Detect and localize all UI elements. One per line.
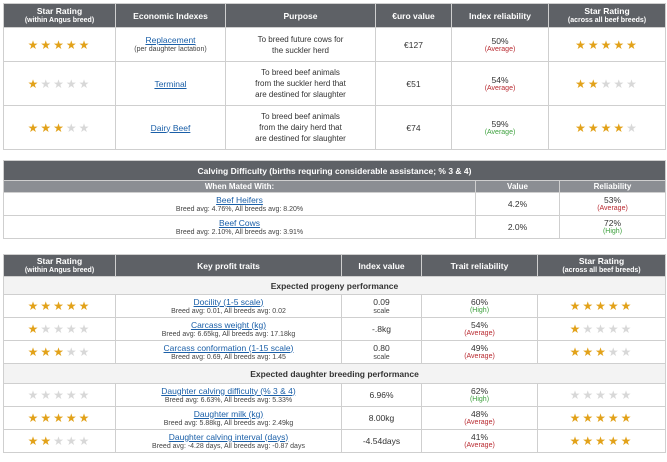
star-icon: ★ <box>78 299 92 313</box>
beef-heifers-link[interactable]: Beef Heifers <box>216 194 263 205</box>
star-icon: ★ <box>582 322 596 336</box>
daughter-calving-difficulty-link[interactable]: Daughter calving difficulty (% 3 & 4) <box>161 385 296 396</box>
economic-header-row <box>4 4 666 28</box>
star-rating <box>575 121 639 135</box>
star-icon: ★ <box>620 434 634 448</box>
star-icon: ★ <box>582 411 596 425</box>
daughter-milk-link[interactable]: Daughter milk (kg) <box>193 408 264 419</box>
star-icon: ★ <box>27 322 41 336</box>
star-icon: ★ <box>27 76 41 91</box>
star-icon: ★ <box>27 120 41 135</box>
trait-row-carcass-weight: ★★★★★ Carcass weight (kg) Breed avg: 6.65kg, All breeds avg: 17.18kg -.8kg 54% (Average) ★★★★★ <box>4 318 666 341</box>
star-icon: ★ <box>569 388 583 402</box>
star-icon: ★ <box>595 434 608 448</box>
star-icon: ★ <box>607 434 621 448</box>
star-icon: ★ <box>40 322 54 336</box>
star-icon: ★ <box>27 411 41 425</box>
economic-row-terminal: ★★★★★ Terminal To breed beef animals from the suckler herd that are destined for slaughter €51 54% (Average) ★★★★★ <box>4 62 666 106</box>
star-icon: ★ <box>607 388 621 402</box>
calving-row-beef-heifers: Beef Heifers Breed avg: 4.76%, All breeds avg: 8.20% 4.2% 53% (Average) <box>4 193 666 216</box>
star-icon: ★ <box>595 388 608 402</box>
star-icon: ★ <box>40 411 54 425</box>
star-rating <box>28 434 92 448</box>
star-icon: ★ <box>78 322 92 336</box>
star-rating <box>28 411 92 425</box>
star-icon: ★ <box>78 434 92 448</box>
star-icon: ★ <box>40 76 54 91</box>
star-icon: ★ <box>600 76 614 91</box>
traits-header-row <box>4 255 666 277</box>
daughter-section-row <box>4 364 666 384</box>
star-icon: ★ <box>620 299 634 313</box>
star-icon: ★ <box>53 37 66 52</box>
economic-row-replacement: ★★★★★ Replacement (per daughter lactation) To breed future cows for the suckler herd €127 50% (Average) ★★★★★ <box>4 28 666 62</box>
purpose-header: Purpose <box>226 4 376 28</box>
carcass-conformation-link[interactable]: Carcass conformation (1-15 scale) <box>163 342 294 353</box>
star-icon: ★ <box>78 120 92 135</box>
mated-with-header: When Mated With: <box>4 181 476 193</box>
star-rating <box>575 38 639 52</box>
star-icon: ★ <box>595 322 608 336</box>
star-icon: ★ <box>27 388 41 402</box>
star-icon: ★ <box>613 120 627 135</box>
calving-title-row <box>4 161 666 181</box>
star-rating-all-header: Star Rating (across all beef breeds) <box>549 4 666 28</box>
trait-row-daughter-calving-interval: ★★★★★ Daughter calving interval (days) Breed avg: -4.28 days, All breeds avg: -0.87 days -4.54days 41% (Average) ★★★★★ <box>4 430 666 453</box>
star-icon: ★ <box>65 322 79 336</box>
star-icon: ★ <box>626 37 639 52</box>
trait-row-daughter-milk: ★★★★★ Daughter milk (kg) Breed avg: 5.88kg, All breeds avg: 2.49kg 8.00kg 48% (Average) ★★★★★ <box>4 407 666 430</box>
replacement-link[interactable]: Replacement <box>145 35 196 45</box>
star-icon: ★ <box>65 120 79 135</box>
star-icon: ★ <box>582 388 596 402</box>
star-icon: ★ <box>595 411 608 425</box>
star-icon: ★ <box>620 388 634 402</box>
star-icon: ★ <box>53 120 66 135</box>
star-icon: ★ <box>587 76 601 91</box>
economic-indexes-table <box>3 3 666 150</box>
star-icon: ★ <box>65 411 79 425</box>
reliability-header: Reliability <box>560 181 666 193</box>
index-reliability-header: Index reliability <box>452 4 549 28</box>
star-icon: ★ <box>65 37 79 52</box>
euro-value: €127 <box>376 28 452 62</box>
progeny-section-title: Expected progeny performance <box>4 277 666 295</box>
trait-row-carcass-conformation: ★★★★★ Carcass conformation (1-15 scale) Breed avg: 0.69, All breeds avg: 1.45 0.80 scale 49% (Average) ★★★★★ <box>4 341 666 364</box>
star-rating <box>28 388 92 402</box>
star-icon: ★ <box>595 299 608 313</box>
daughter-section-title: Expected daughter breeding performance <box>4 364 666 384</box>
star-icon: ★ <box>65 76 79 91</box>
star-rating <box>28 322 92 336</box>
calving-difficulty-table <box>3 160 666 239</box>
star-icon: ★ <box>53 322 66 336</box>
terminal-link[interactable]: Terminal <box>154 78 187 89</box>
economic-row-dairy-beef: ★★★★★ Dairy Beef To breed beef animals from the dairy herd that are destined for slaughter €74 59% (Average) ★★★★★ <box>4 106 666 150</box>
star-icon: ★ <box>27 37 41 52</box>
euro-value-header: €uro value <box>376 4 452 28</box>
star-icon: ★ <box>620 345 634 359</box>
beef-cows-link[interactable]: Beef Cows <box>218 217 261 228</box>
star-rating <box>28 121 92 135</box>
star-rating <box>570 388 634 402</box>
daughter-calving-interval-link[interactable]: Daughter calving interval (days) <box>168 431 289 442</box>
star-icon: ★ <box>78 37 92 52</box>
star-icon: ★ <box>53 388 66 402</box>
star-icon: ★ <box>575 76 588 91</box>
trait-reliability-header: Trait reliability <box>422 255 538 277</box>
star-icon: ★ <box>53 299 66 313</box>
trait-row-docility: ★★★★★ Docility (1-5 scale) Breed avg: 0.01, All breeds avg: 0.02 0.09 scale 60% (High) ★★★★★ <box>4 295 666 318</box>
star-icon: ★ <box>613 37 627 52</box>
star-icon: ★ <box>587 120 601 135</box>
star-icon: ★ <box>40 120 54 135</box>
star-rating <box>575 77 639 91</box>
star-icon: ★ <box>620 322 634 336</box>
star-icon: ★ <box>613 76 627 91</box>
star-icon: ★ <box>40 434 54 448</box>
star-icon: ★ <box>607 299 621 313</box>
key-traits-header: Key profit traits <box>116 255 342 277</box>
star-icon: ★ <box>78 388 92 402</box>
star-icon: ★ <box>53 76 66 91</box>
star-icon: ★ <box>78 345 92 359</box>
dairy-beef-link[interactable]: Dairy Beef <box>150 122 191 133</box>
star-icon: ★ <box>587 37 601 52</box>
star-icon: ★ <box>40 299 54 313</box>
star-icon: ★ <box>607 322 621 336</box>
star-icon: ★ <box>626 76 639 91</box>
star-icon: ★ <box>575 37 588 52</box>
star-icon: ★ <box>53 345 66 359</box>
calving-header-row <box>4 181 666 193</box>
economic-indexes-header: Economic Indexes <box>116 4 226 28</box>
star-icon: ★ <box>575 120 588 135</box>
calving-title: Calving Difficulty (births requring considerable assistance; % 3 & 4) <box>4 161 666 181</box>
star-icon: ★ <box>53 411 66 425</box>
star-rating <box>28 299 92 313</box>
star-rating <box>570 299 634 313</box>
star-icon: ★ <box>40 345 54 359</box>
star-icon: ★ <box>600 37 614 52</box>
star-icon: ★ <box>569 299 583 313</box>
key-traits-table <box>3 254 666 453</box>
index-value-header: Index value <box>342 255 422 277</box>
star-icon: ★ <box>620 411 634 425</box>
star-rating <box>28 77 92 91</box>
docility-link[interactable]: Docility (1-5 scale) <box>193 296 264 307</box>
star-icon: ★ <box>65 299 79 313</box>
star-rating <box>570 411 634 425</box>
star-icon: ★ <box>569 411 583 425</box>
star-icon: ★ <box>582 345 596 359</box>
progeny-section-row <box>4 277 666 295</box>
star-rating-all-header: Star Rating (across all beef breeds) <box>538 255 666 277</box>
star-icon: ★ <box>582 299 596 313</box>
star-icon: ★ <box>27 345 41 359</box>
star-icon: ★ <box>40 37 54 52</box>
star-icon: ★ <box>27 434 41 448</box>
star-rating <box>28 345 92 359</box>
star-rating <box>570 434 634 448</box>
star-rating-breed-header: Star Rating (within Angus breed) <box>4 255 116 277</box>
calving-row-beef-cows: Beef Cows Breed avg: 2.10%, All breeds avg: 3.91% 2.0% 72% (High) <box>4 216 666 239</box>
star-rating <box>28 38 92 52</box>
star-rating <box>570 345 634 359</box>
euro-value: €74 <box>376 106 452 150</box>
star-icon: ★ <box>65 434 79 448</box>
star-icon: ★ <box>569 322 583 336</box>
star-icon: ★ <box>569 434 583 448</box>
trait-row-daughter-calving-difficulty: ★★★★★ Daughter calving difficulty (% 3 & 4) Breed avg: 6.63%, All breeds avg: 5.33% 6.96% 62% (High) ★★★★★ <box>4 384 666 407</box>
star-icon: ★ <box>53 434 66 448</box>
star-icon: ★ <box>626 120 639 135</box>
star-icon: ★ <box>65 345 79 359</box>
star-icon: ★ <box>582 434 596 448</box>
star-icon: ★ <box>607 411 621 425</box>
value-header: Value <box>476 181 560 193</box>
euro-value: €51 <box>376 62 452 106</box>
star-icon: ★ <box>78 76 92 91</box>
star-icon: ★ <box>569 345 583 359</box>
star-icon: ★ <box>595 345 608 359</box>
star-icon: ★ <box>27 299 41 313</box>
star-icon: ★ <box>65 388 79 402</box>
star-icon: ★ <box>40 388 54 402</box>
star-rating <box>570 322 634 336</box>
star-icon: ★ <box>78 411 92 425</box>
carcass-weight-link[interactable]: Carcass weight (kg) <box>190 319 267 330</box>
star-icon: ★ <box>607 345 621 359</box>
star-icon: ★ <box>600 120 614 135</box>
star-rating-breed-header: Star Rating (within Angus breed) <box>4 4 116 28</box>
